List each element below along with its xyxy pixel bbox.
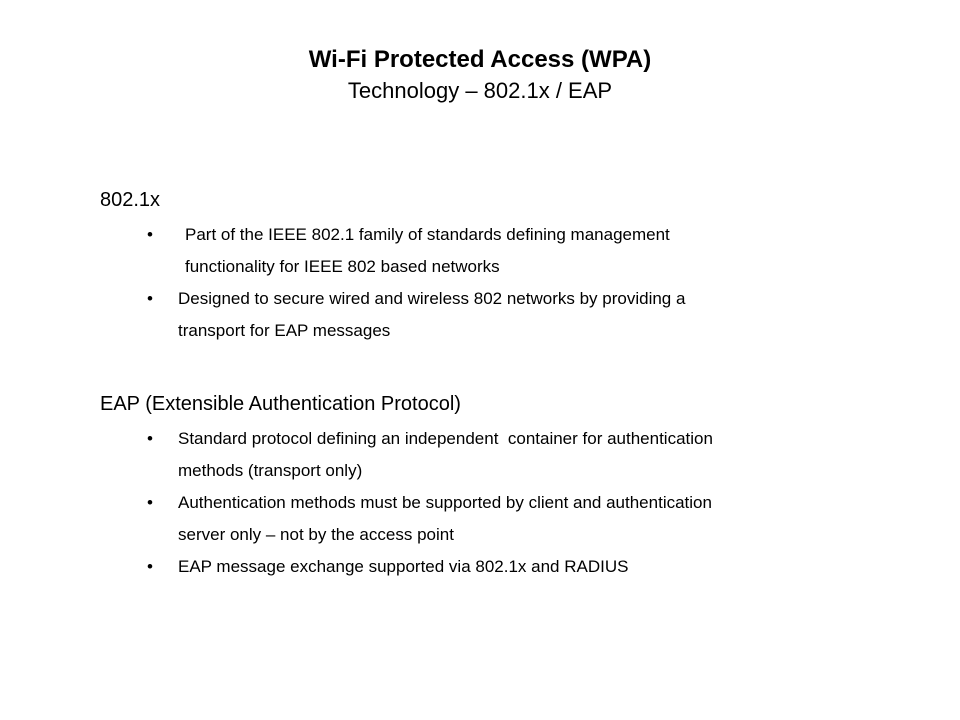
bullet-line: server only – not by the access point xyxy=(178,525,454,544)
bullet-line: Standard protocol defining an independent container for authentication xyxy=(178,429,713,448)
bullet-line: Authentication methods must be supported by client and authentication xyxy=(178,493,712,512)
bullet-line: Designed to secure wired and wireless 802 networks by providing a xyxy=(178,289,686,308)
bullet-line: transport for EAP messages xyxy=(178,321,391,340)
bullet-icon: • xyxy=(147,493,153,512)
slide-subtitle: Technology – 802.1x / EAP xyxy=(347,78,613,103)
bullet-line: EAP message exchange supported via 802.1x and RADIUS xyxy=(178,557,629,576)
section-heading-8021x: 802.1x xyxy=(100,189,161,211)
bullet-icon: • xyxy=(147,557,153,576)
bullet-line: methods (transport only) xyxy=(178,461,363,480)
bullet-icon: • xyxy=(147,289,153,308)
slide-title: Wi-Fi Protected Access (WPA) xyxy=(308,46,652,73)
bullet-icon: • xyxy=(147,225,153,244)
section-heading-eap: EAP (Extensible Authentication Protocol) xyxy=(100,393,461,415)
bullet-line: Part of the IEEE 802.1 family of standards defining management xyxy=(185,225,670,244)
bullet-icon: • xyxy=(147,429,153,448)
bullet-line: functionality for IEEE 802 based networks xyxy=(185,257,500,276)
